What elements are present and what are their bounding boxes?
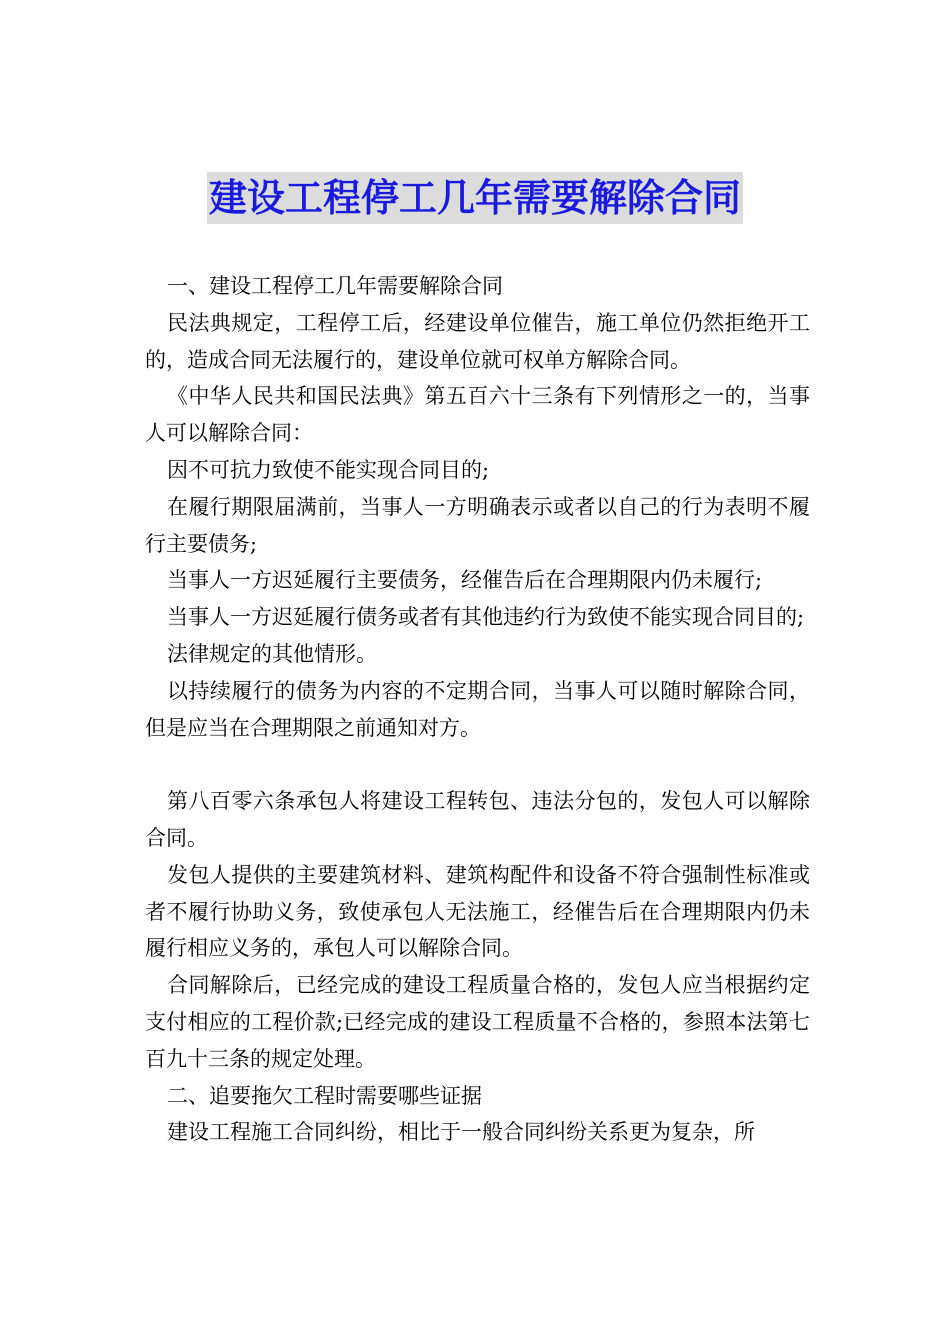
paragraph: 民法典规定，工程停工后，经建设单位催告，施工单位仍然拒绝开工的，造成合同无法履行的，建设单位就可权单方解除合同。 [145, 310, 810, 372]
paragraph: 当事人一方迟延履行债务或者有其他违约行为致使不能实现合同目的; [167, 605, 805, 630]
paragraph: 当事人一方迟延履行主要债务，经催告后在合理期限内仍未履行; [167, 568, 763, 593]
blank-line [145, 746, 810, 783]
document-body [145, 268, 810, 1151]
paragraph: 建设工程施工合同纠纷，相比于一般合同纠纷关系更为复杂，所 [167, 1120, 755, 1145]
paragraph: 《中华人民共和国民法典》第五百六十三条有下列情形之一的，当事人可以解除合同： [145, 384, 810, 446]
paragraph: 以持续履行的债务为内容的不定期合同，当事人可以随时解除合同，但是应当在合理期限之前通知对方。 [145, 678, 810, 740]
paragraph: 第八百零六条承包人将建设工程转包、违法分包的，发包人可以解除合同。 [145, 789, 810, 850]
section-heading-2: 二、追要拖欠工程时需要哪些证据 [167, 1083, 482, 1108]
document-title: 建设工程停工几年需要解除合同 [207, 172, 743, 224]
paragraph: 发包人提供的主要建筑材料、建筑构配件和设备不符合强制性标准或者不履行协助义务，致使承包人无法施工，经催告后在合理期限内仍未履行相应义务的，承包人可以解除合同。 [145, 862, 810, 961]
paragraph: 在履行期限届满前，当事人一方明确表示或者以自己的行为表明不履行主要债务; [145, 494, 810, 556]
paragraph: 法律规定的其他情形。 [167, 641, 377, 666]
section-heading-1: 一、建设工程停工几年需要解除合同 [167, 274, 503, 298]
paragraph: 因不可抗力致使不能实现合同目的; [167, 457, 490, 482]
paragraph: 合同解除后，已经完成的建设工程质量合格的，发包人应当根据约定支付相应的工程价款;已经完成的建设工程质量不合格的，参照本法第七百九十三条的规定处理。 [145, 973, 810, 1071]
title-container [0, 172, 950, 224]
